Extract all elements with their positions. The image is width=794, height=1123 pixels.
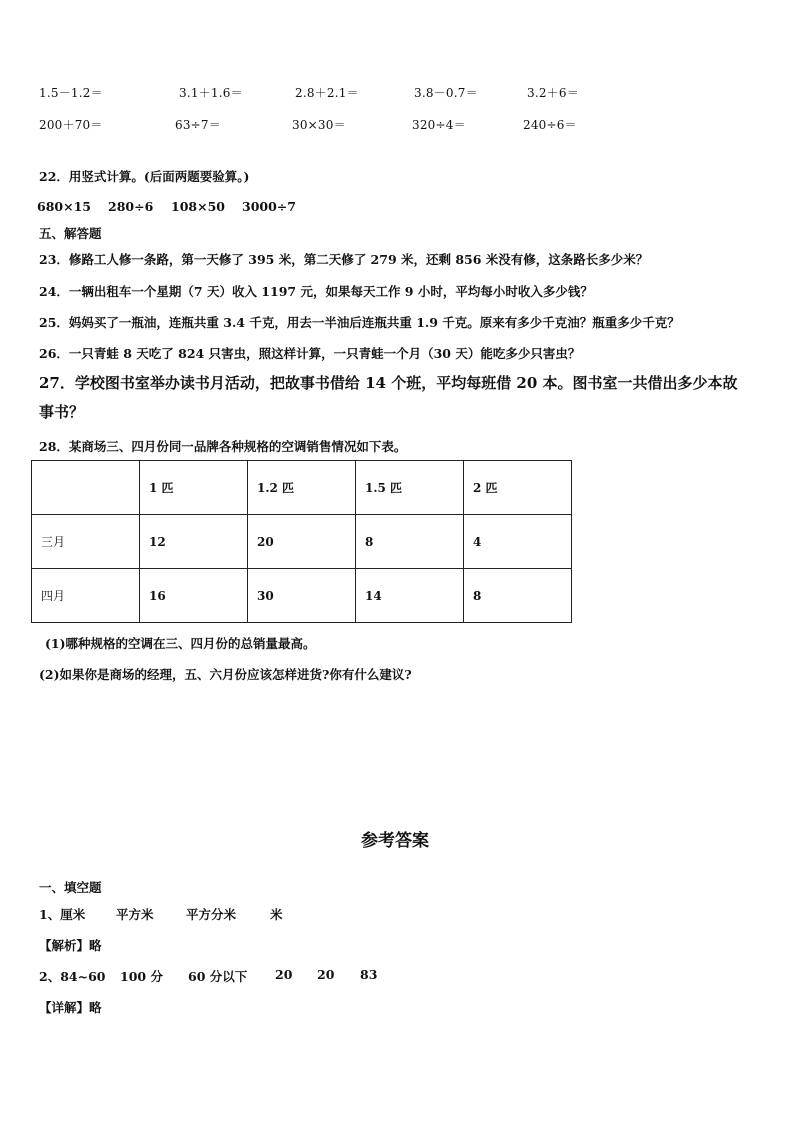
- table-cell: 三月: [32, 515, 140, 569]
- answer-1-note: 【解析】略: [39, 938, 102, 953]
- question-28-sub1: (1)哪种规格的空调在三、四月份的总销量最高。: [45, 636, 316, 651]
- answer-2-item: 20: [275, 967, 293, 982]
- sales-table: [31, 460, 572, 623]
- table-cell: 12: [140, 515, 248, 569]
- table-cell: 16: [140, 569, 248, 623]
- q22-item: 280÷6: [108, 199, 154, 214]
- answer-2-item: 60 分以下: [188, 969, 248, 984]
- answer-1-item: 平方分米: [186, 907, 237, 922]
- table-cell: 30: [248, 569, 356, 623]
- calc-item: 63÷7＝: [175, 118, 221, 132]
- table-cell: 4: [464, 515, 572, 569]
- question-22-title: 22．用竖式计算。(后面两题要验算。): [39, 169, 250, 184]
- question-28-sub2: (2)如果你是商场的经理，五、六月份应该怎样进货?你有什么建议?: [39, 667, 412, 682]
- answer-1-item: 米: [270, 907, 283, 922]
- question-23: 23．修路工人修一条路，第一天修了 395 米，第二天修了 279 米，还剩 856 米没有修，这条路长多少米？: [39, 252, 649, 267]
- calc-item: 240÷6＝: [523, 118, 577, 132]
- section-heading: 五、解答题: [39, 226, 102, 241]
- answer-2-item: 2、84~60: [39, 969, 106, 984]
- table-cell: 1 匹: [140, 461, 248, 515]
- answers-section-heading: 一、填空题: [39, 880, 102, 895]
- table-cell: 8: [356, 515, 464, 569]
- question-27-line1: 27．学校图书室举办读书月活动，把故事书借给 14 个班，平均每班借 20 本。图书室一共借出多少本故: [39, 374, 738, 392]
- question-24: 24．一辆出租车一个星期（7 天）收入 1197 元，如果每天工作 9 小时，平均每小时收入多少钱？: [39, 284, 593, 299]
- question-27-line2: 事书？: [39, 403, 85, 421]
- table-cell: [32, 461, 140, 515]
- table-cell: 8: [464, 569, 572, 623]
- calc-item: 3.2＋6＝: [527, 86, 579, 100]
- table-cell: 2 匹: [464, 461, 572, 515]
- answer-2-item: 83: [360, 967, 378, 982]
- answer-1-item: 平方米: [116, 907, 154, 922]
- calc-item: 3.1＋1.6＝: [179, 86, 243, 100]
- answers-title: 参考答案: [361, 831, 429, 851]
- question-28: 28．某商场三、四月份同一品牌各种规格的空调销售情况如下表。: [39, 439, 407, 454]
- table-row: [32, 515, 572, 569]
- calc-item: 200＋70＝: [39, 118, 103, 132]
- answer-2-item: 20: [317, 967, 335, 982]
- calc-item: 320÷4＝: [412, 118, 466, 132]
- table-row: [32, 569, 572, 623]
- calc-item: 1.5－1.2＝: [39, 86, 103, 100]
- table-cell: 1.5 匹: [356, 461, 464, 515]
- table-header-row: [32, 461, 572, 515]
- calc-item: 2.8＋2.1＝: [295, 86, 359, 100]
- table-cell: 20: [248, 515, 356, 569]
- q22-item: 108×50: [171, 199, 225, 214]
- answer-2-note: 【详解】略: [39, 1000, 102, 1015]
- question-26: 26．一只青蛙 8 天吃了 824 只害虫，照这样计算，一只青蛙一个月（30 天）能吃多少只害虫？: [39, 346, 581, 361]
- q22-item: 680×15: [37, 199, 91, 214]
- table-cell: 1.2 匹: [248, 461, 356, 515]
- q22-item: 3000÷7: [242, 199, 296, 214]
- table-cell: 四月: [32, 569, 140, 623]
- question-25: 25．妈妈买了一瓶油，连瓶共重 3.4 千克，用去一半油后连瓶共重 1.9 千克。原来有多少千克油？瓶重多少千克？: [39, 315, 680, 330]
- calc-item: 3.8－0.7＝: [414, 86, 478, 100]
- table-cell: 14: [356, 569, 464, 623]
- answer-1-item: 1、厘米: [39, 907, 86, 922]
- answer-2-item: 100 分: [120, 969, 163, 984]
- calc-item: 30×30＝: [292, 118, 346, 132]
